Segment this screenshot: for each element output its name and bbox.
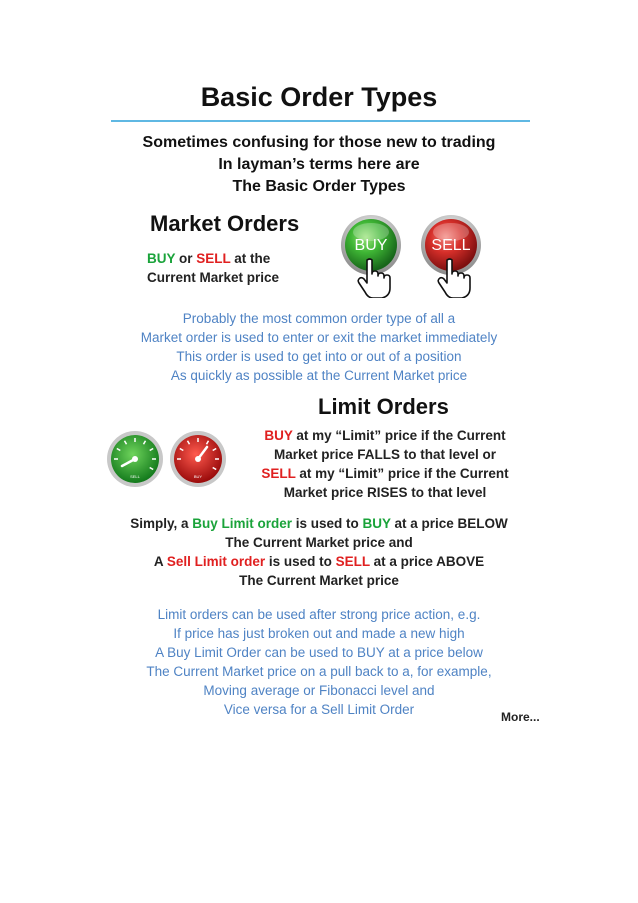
market-orders-paragraph bbox=[0, 309, 638, 385]
paragraph-line: Limit orders can be used after strong price action, e.g. bbox=[157, 607, 481, 622]
limit-orders-heading: Limit Orders bbox=[318, 394, 449, 419]
intro-line: Sometimes confusing for those new to trading bbox=[142, 134, 496, 151]
paragraph-line: As quickly as possible at the Current Market price bbox=[170, 368, 468, 383]
limit-desc-line: Market price RISES to that level bbox=[283, 485, 487, 500]
sell-button-label: SELL bbox=[431, 237, 471, 254]
summary-line bbox=[0, 514, 638, 533]
sell-limit-gauge bbox=[169, 430, 227, 488]
paragraph-line: Vice versa for a Sell Limit Order bbox=[223, 702, 415, 717]
market-desc-line bbox=[147, 249, 307, 268]
summary-line bbox=[0, 552, 638, 571]
paragraph-line: A Buy Limit Order can be used to BUY at a price below bbox=[155, 645, 483, 660]
intro-line: In layman’s terms here are bbox=[218, 156, 420, 173]
sell-button[interactable] bbox=[419, 210, 483, 298]
desc-rest: at my “Limit” price if the Current bbox=[292, 428, 506, 443]
buy-button[interactable] bbox=[339, 210, 403, 298]
summary-text: is used to bbox=[291, 516, 363, 531]
gauge-label: BUY bbox=[193, 474, 203, 479]
paragraph-line: Market order is used to enter or exit the market immediately bbox=[140, 330, 498, 345]
sell-word: SELL bbox=[261, 466, 296, 481]
limit-desc-line: Market price FALLS to that level or bbox=[273, 447, 497, 462]
buy-word: BUY bbox=[264, 428, 293, 443]
limit-orders-paragraph bbox=[0, 605, 638, 719]
summary-text: at a price BELOW bbox=[390, 516, 508, 531]
speedometer-icon bbox=[169, 430, 227, 488]
paragraph-line: The Current Market price on a pull back to a, for example, bbox=[146, 664, 492, 679]
limit-summary bbox=[0, 514, 638, 590]
intro-text bbox=[0, 132, 638, 198]
market-orders-description bbox=[147, 249, 307, 287]
sell-word: SELL bbox=[196, 251, 231, 266]
sell-limit-term: Sell Limit order bbox=[166, 554, 266, 569]
market-orders-heading: Market Orders bbox=[150, 211, 300, 236]
market-desc-line: Current Market price bbox=[147, 270, 280, 285]
paragraph-line: Moving average or Fibonacci level and bbox=[203, 683, 435, 698]
summary-text: is used to bbox=[265, 554, 336, 569]
limit-desc-line bbox=[240, 426, 530, 445]
speedometer-icon bbox=[106, 430, 164, 488]
summary-text: at a price ABOVE bbox=[369, 554, 485, 569]
paragraph-line: Probably the most common order type of all a bbox=[182, 311, 456, 326]
sell-word: SELL bbox=[335, 554, 370, 569]
buy-button-label: BUY bbox=[354, 237, 388, 254]
paragraph-line: If price has just broken out and made a new high bbox=[173, 626, 465, 641]
buy-word: BUY bbox=[362, 516, 391, 531]
gauge-label: SELL bbox=[130, 474, 140, 479]
title-underline bbox=[111, 120, 530, 122]
summary-text: Simply, a bbox=[130, 516, 193, 531]
buy-limit-term: Buy Limit order bbox=[192, 516, 292, 531]
paragraph-line: This order is used to get into or out of a position bbox=[176, 349, 462, 364]
page-title: Basic Order Types bbox=[200, 82, 438, 112]
limit-orders-description bbox=[240, 426, 530, 502]
buy-limit-gauge bbox=[106, 430, 164, 488]
desc-rest: at my “Limit” price if the Current bbox=[295, 466, 509, 481]
buy-word: BUY bbox=[147, 251, 176, 266]
more-link[interactable]: More... bbox=[501, 710, 540, 724]
limit-desc-line bbox=[240, 464, 530, 483]
summary-text: A bbox=[153, 554, 167, 569]
summary-line: The Current Market price bbox=[239, 573, 399, 588]
intro-line: The Basic Order Types bbox=[232, 178, 406, 195]
desc-rest: at the bbox=[230, 251, 271, 266]
or-word: or bbox=[175, 251, 197, 266]
summary-line: The Current Market price and bbox=[225, 535, 413, 550]
